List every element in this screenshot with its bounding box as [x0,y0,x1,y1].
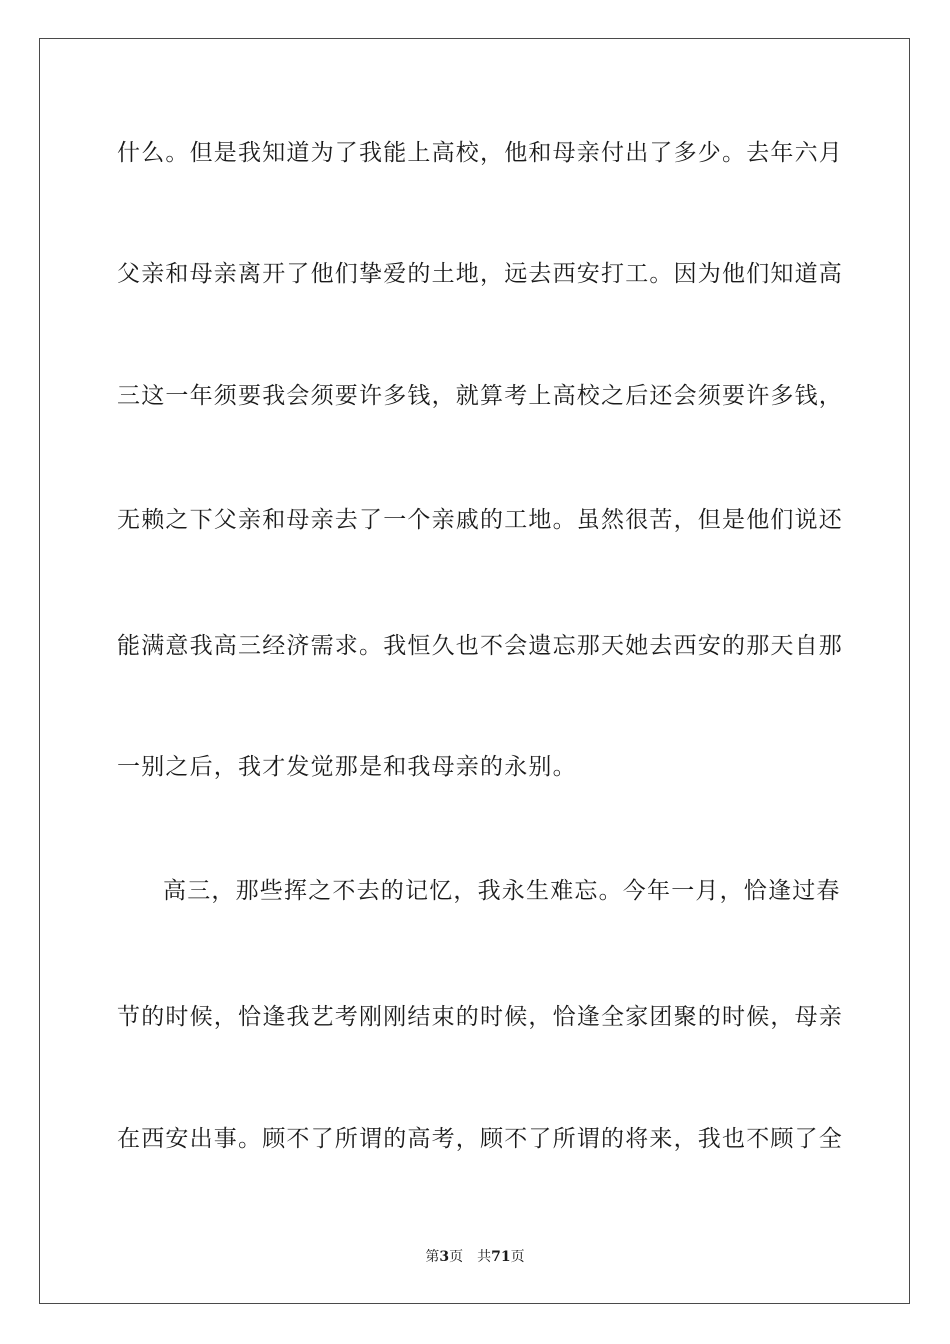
page-footer [0,1248,950,1266]
paragraph-2-line-2: 节的时候，恰逢我艺考刚刚结束的时候，恰逢全家团聚的时候，母亲 [117,1004,843,1030]
total-pages: 71 [491,1249,511,1265]
page-suffix: 页 [449,1249,464,1265]
paragraph-1-line-4: 无赖之下父亲和母亲去了一个亲戚的工地。虽然很苦，但是他们说还 [117,507,843,533]
paragraph-1-line-2: 父亲和母亲离开了他们挚爱的土地，远去西安打工。因为他们知道高 [117,261,843,287]
paragraph-2-line-1: 高三，那些挥之不去的记忆，我永生难忘。今年一月，恰逢过春 [163,878,841,904]
paragraph-2-line-3: 在西安出事。顾不了所谓的高考，顾不了所谓的将来，我也不顾了全 [117,1126,843,1152]
page-prefix: 第 [425,1249,440,1265]
paragraph-1-line-6: 一别之后，我才发觉那是和我母亲的永别。 [117,754,577,780]
paragraph-1-line-3: 三这一年须要我会须要许多钱，就算考上高校之后还会须要许多钱， [117,383,843,409]
paragraph-1-line-5: 能满意我高三经济需求。我恒久也不会遗忘那天她去西安的那天自那 [117,633,843,659]
page-number: 3 [439,1249,450,1265]
total-suffix: 页 [510,1249,525,1265]
total-prefix: 共 [477,1249,492,1265]
page-border [39,38,910,1304]
paragraph-1-line-1: 什么。但是我知道为了我能上高校，他和母亲付出了多少。去年六月 [117,140,843,166]
